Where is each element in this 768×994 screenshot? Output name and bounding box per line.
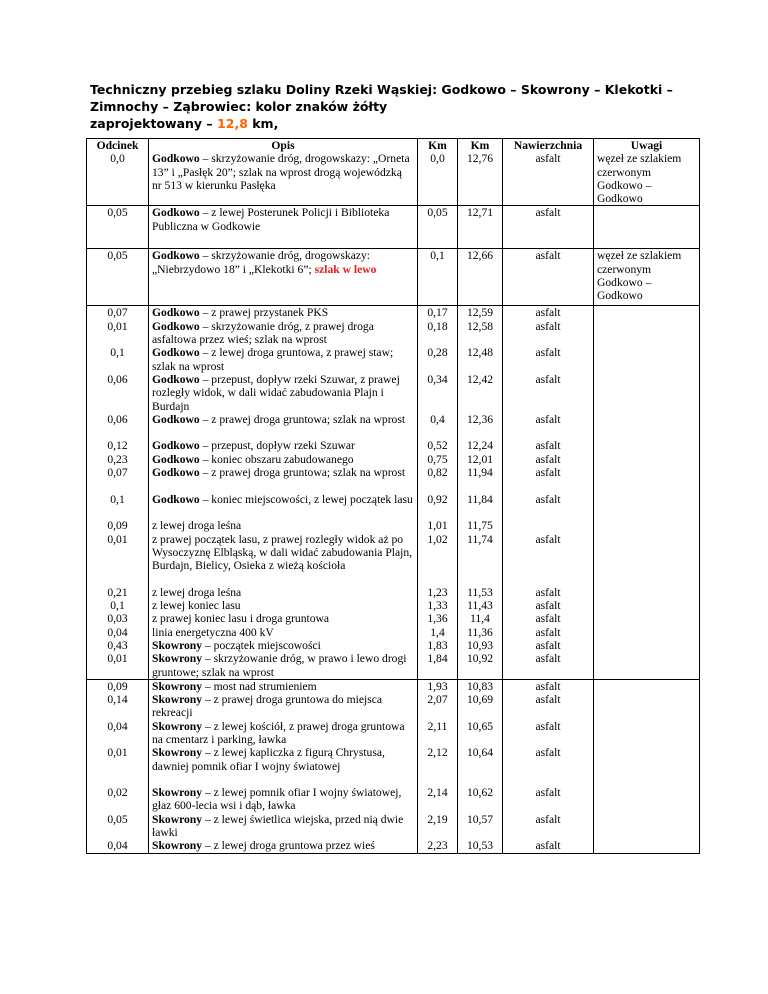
km2-value: 12,48 bbox=[466, 346, 494, 360]
surface-value: asfalt bbox=[535, 439, 561, 453]
km1-cell bbox=[418, 679, 458, 853]
opis-entry bbox=[152, 533, 414, 586]
km1-cell: 0,05 bbox=[418, 206, 458, 249]
opis-text: – koniec obszaru zabudowanego bbox=[199, 452, 354, 466]
place-name: Godkowo bbox=[152, 492, 200, 506]
odcinek-value: 0,05 bbox=[107, 812, 128, 826]
km1-cell bbox=[418, 139, 458, 206]
opis-text: – z lewej droga gruntowa przez wieś bbox=[202, 839, 375, 853]
km1-value: 1,84 bbox=[427, 652, 448, 666]
opis-entry bbox=[152, 586, 414, 599]
place-name: Skowrony bbox=[152, 786, 203, 800]
table-row bbox=[87, 249, 700, 306]
opis-cell bbox=[149, 306, 418, 679]
km2-value: 11,36 bbox=[467, 625, 493, 639]
opis-entry bbox=[152, 599, 414, 612]
surface-value: asfalt bbox=[535, 612, 561, 626]
odcinek-value: 0,1 bbox=[110, 492, 125, 506]
opis-entry bbox=[152, 453, 414, 466]
opis-cell bbox=[149, 249, 418, 306]
odcinek-value: 0,01 bbox=[107, 532, 128, 546]
surface-value: asfalt bbox=[535, 492, 561, 506]
place-name: Godkowo bbox=[152, 439, 200, 453]
opis-text: – przepust, dopływ rzeki Szuwar, z prawej rozległy widok, w dali widać zabudowania Plajn i Burdajn bbox=[152, 372, 400, 413]
odcinek-value: 0,09 bbox=[107, 679, 128, 693]
header-opis: Opis bbox=[271, 139, 295, 152]
place-name: Godkowo bbox=[152, 452, 200, 466]
km2-value: 12,01 bbox=[466, 452, 494, 466]
place-name: Skowrony bbox=[152, 638, 203, 652]
place-name: Godkowo bbox=[152, 466, 200, 480]
opis-entry bbox=[152, 306, 414, 319]
uwagi-cell bbox=[594, 679, 700, 853]
opis-text: – skrzyżowanie dróg, drogowskazy: „Orneta 13” i „Pasłęk 20”; szlak na wprost drogą wojewódzką nr 513 w kierunku Pasłęka bbox=[152, 152, 410, 192]
route-distance: 12,8 bbox=[217, 116, 248, 131]
opis-entry bbox=[152, 720, 414, 747]
uwagi-cell bbox=[594, 206, 700, 249]
opis-entry bbox=[152, 519, 414, 532]
document-title bbox=[90, 81, 710, 132]
km1-value: 2,14 bbox=[427, 786, 448, 800]
opis-text: – z lewej pomnik ofiar I wojny światowej, głaz 600-lecia wsi i dąb, ławka bbox=[152, 786, 402, 813]
opis-text: – koniec miejscowości, z lewej początek lasu bbox=[199, 492, 413, 506]
opis-entry bbox=[152, 786, 414, 813]
surface-value: asfalt bbox=[535, 319, 561, 333]
surface-value: asfalt bbox=[535, 306, 561, 320]
opis-entry bbox=[152, 680, 414, 693]
opis-text: z lewej koniec lasu bbox=[152, 599, 241, 613]
odcinek-value: 0,04 bbox=[107, 625, 128, 639]
km2-value: 10,65 bbox=[466, 719, 494, 733]
km1-value: 2,23 bbox=[427, 839, 448, 853]
km2-value: 10,57 bbox=[466, 812, 494, 826]
km1-value: 0,0 bbox=[430, 152, 445, 166]
surface-value: asfalt bbox=[535, 585, 561, 599]
km2-value: 11,4 bbox=[470, 612, 490, 626]
place-name: Godkowo bbox=[152, 412, 200, 426]
header-km2: Km bbox=[470, 139, 490, 152]
km1-value: 1,36 bbox=[427, 612, 448, 626]
opis-text: – z lewej Posterunek Policji i Biblioteka Publiczna w Godkowie bbox=[152, 206, 390, 233]
odcinek-value: 0,23 bbox=[107, 452, 128, 466]
place-name: Godkowo bbox=[152, 372, 200, 386]
odcinek-value: 0,06 bbox=[107, 372, 128, 386]
km1-cell bbox=[418, 306, 458, 679]
odcinek-value: 0,01 bbox=[107, 746, 128, 760]
surface-value: asfalt bbox=[535, 839, 561, 853]
place-name: Skowrony bbox=[152, 679, 203, 693]
place-name: Godkowo bbox=[152, 249, 200, 263]
opis-cell bbox=[149, 679, 418, 853]
surface-cell: asfalt bbox=[503, 249, 594, 306]
km2-value: 10,64 bbox=[466, 746, 494, 760]
opis-entry bbox=[152, 346, 414, 373]
opis-text: – skrzyżowanie dróg, drogowskazy: „Niebrzydowo 18” i „Klekotki 6”; bbox=[152, 249, 371, 276]
place-name: Godkowo bbox=[152, 152, 200, 166]
surface-value: asfalt bbox=[535, 652, 561, 666]
odcinek-value: 0,04 bbox=[107, 839, 128, 853]
km1-value: 0,17 bbox=[427, 306, 448, 320]
km2-value: 10,92 bbox=[466, 652, 494, 666]
km1-value: 1,83 bbox=[427, 638, 448, 652]
km2-value: 11,74 bbox=[467, 532, 493, 546]
place-name: Godkowo bbox=[152, 306, 200, 320]
km2-value: 11,94 bbox=[467, 466, 493, 480]
opis-text: z prawej koniec lasu i droga gruntowa bbox=[152, 612, 330, 626]
opis-text: – z prawej droga gruntowa do miejsca rekreacji bbox=[152, 693, 383, 720]
odcinek-cell bbox=[87, 306, 149, 679]
km2-value: 11,43 bbox=[467, 599, 493, 613]
km1-value: 2,07 bbox=[427, 693, 448, 707]
table-row bbox=[87, 139, 700, 206]
opis-cell bbox=[149, 139, 418, 206]
surface-cell bbox=[503, 679, 594, 853]
opis-text: – przepust, dopływ rzeki Szuwar bbox=[199, 439, 355, 453]
header-km1: Km bbox=[428, 139, 447, 152]
km2-value: 11,75 bbox=[467, 519, 493, 533]
surface-value bbox=[506, 519, 590, 532]
km1-value: 0,4 bbox=[430, 412, 445, 426]
surface-value: asfalt bbox=[535, 452, 561, 466]
opis-text: – skrzyżowanie dróg, w prawo i lewo drogi gruntowe; szlak na wprost bbox=[152, 652, 407, 679]
surface-value: asfalt bbox=[535, 812, 561, 826]
opis-entry bbox=[152, 493, 414, 520]
km2-value: 12,24 bbox=[466, 439, 494, 453]
surface-value: asfalt bbox=[535, 412, 561, 426]
km1-value: 0,18 bbox=[427, 319, 448, 333]
opis-text: – z lewej kościół, z prawej droga gruntowa na cmentarz i parking, ławka bbox=[152, 719, 405, 746]
odcinek-value: 0,12 bbox=[107, 439, 128, 453]
title-line-1: Techniczny przebieg szlaku Doliny Rzeki Wąskiej: Godkowo – Skowrony – Klekotki – bbox=[90, 82, 673, 97]
header-uwagi: Uwagi bbox=[630, 139, 663, 152]
place-name: Skowrony bbox=[152, 719, 203, 733]
km2-value: 12,76 bbox=[466, 152, 494, 166]
surface-value: asfalt bbox=[535, 372, 561, 386]
odcinek-value: 0,02 bbox=[107, 786, 128, 800]
surface-value: asfalt bbox=[535, 466, 561, 480]
km2-value: 12,42 bbox=[466, 372, 494, 386]
km2-cell: 12,66 bbox=[458, 249, 503, 306]
odcinek-value: 0,0 bbox=[110, 152, 125, 166]
km1-value: 1,02 bbox=[427, 532, 448, 546]
km2-value: 10,93 bbox=[466, 638, 494, 652]
opis-text: z lewej droga leśna bbox=[152, 585, 242, 599]
odcinek-value: 0,01 bbox=[107, 652, 128, 666]
surface-value: asfalt bbox=[535, 719, 561, 733]
title-line-3-after: km, bbox=[247, 116, 279, 131]
surface-value: asfalt bbox=[535, 532, 561, 546]
odcinek-value: 0,21 bbox=[107, 585, 128, 599]
surface-value: asfalt bbox=[535, 786, 561, 800]
uwagi-cell bbox=[594, 139, 700, 206]
opis-entry bbox=[152, 612, 414, 625]
surface-cell bbox=[503, 306, 594, 679]
surface-value: asfalt bbox=[535, 346, 561, 360]
km1-value: 1,01 bbox=[427, 519, 448, 533]
place-name: Skowrony bbox=[152, 746, 203, 760]
km1-value: 0,34 bbox=[427, 372, 448, 386]
km2-value: 12,59 bbox=[466, 306, 494, 320]
surface-cell: asfalt bbox=[503, 206, 594, 249]
odcinek-cell bbox=[87, 679, 149, 853]
place-name: Skowrony bbox=[152, 693, 203, 707]
opis-text: – z lewej świetlica wiejska, przed nią dwie ławki bbox=[152, 812, 404, 840]
km2-cell bbox=[458, 306, 503, 679]
title-line-2: Zimnochy – Ząbrowiec: kolor znaków żółty bbox=[90, 99, 388, 114]
odcinek-value: 0,07 bbox=[107, 306, 128, 320]
opis-entry bbox=[152, 439, 414, 452]
opis-entry bbox=[152, 320, 414, 347]
opis-text: – z prawej droga gruntowa; szlak na wprost bbox=[199, 412, 406, 426]
table-row bbox=[87, 206, 700, 249]
opis-text: – z lewej kapliczka z figurą Chrystusa, dawniej pomnik ofiar I wojny światowej bbox=[152, 746, 385, 773]
km2-value: 10,53 bbox=[466, 839, 494, 853]
opis-text: – skrzyżowanie dróg, z prawej droga asfaltowa przez wieś; szlak na wprost bbox=[152, 319, 374, 347]
km1-cell: 0,1 bbox=[418, 249, 458, 306]
note-value: węzeł ze szlakiem czerwonym Godkowo – Godkowo bbox=[597, 152, 682, 206]
km1-value: 2,19 bbox=[427, 812, 448, 826]
table-row bbox=[87, 306, 700, 679]
place-name: Godkowo bbox=[152, 206, 200, 220]
surface-cell bbox=[503, 139, 594, 206]
odcinek-value: 0,01 bbox=[107, 319, 128, 333]
surface-value: asfalt bbox=[535, 625, 561, 639]
km2-cell bbox=[458, 139, 503, 206]
opis-text: – z prawej droga gruntowa; szlak na wprost bbox=[199, 466, 406, 480]
opis-entry bbox=[152, 626, 414, 639]
opis-entry bbox=[152, 746, 414, 786]
surface-value: asfalt bbox=[535, 638, 561, 652]
opis-entry bbox=[152, 466, 414, 493]
place-name: Godkowo bbox=[152, 346, 200, 360]
header-nawierzchnia: Nawierzchnia bbox=[513, 139, 583, 152]
place-name: Skowrony bbox=[152, 839, 203, 853]
opis-entry bbox=[152, 693, 414, 720]
odcinek-value: 0,06 bbox=[107, 412, 128, 426]
odcinek-value: 0,04 bbox=[107, 719, 128, 733]
odcinek-value: 0,43 bbox=[107, 638, 128, 652]
odcinek-cell: 0,05 bbox=[87, 249, 149, 306]
title-line-3 bbox=[90, 115, 710, 132]
km1-value: 0,75 bbox=[427, 452, 448, 466]
odcinek-cell bbox=[87, 139, 149, 206]
opis-text: – początek miejscowości bbox=[202, 638, 321, 652]
km1-value: 0,52 bbox=[427, 439, 448, 453]
turn-left-note: szlak w lewo bbox=[314, 262, 377, 276]
km1-value: 0,92 bbox=[427, 492, 448, 506]
odcinek-value: 0,07 bbox=[107, 466, 128, 480]
opis-entry bbox=[152, 813, 414, 840]
opis-entry bbox=[152, 652, 414, 679]
km1-value: 1,4 bbox=[430, 625, 445, 639]
opis-text: z lewej droga leśna bbox=[152, 519, 242, 533]
odcinek-cell: 0,05 bbox=[87, 206, 149, 249]
km2-value: 12,58 bbox=[466, 319, 494, 333]
odcinek-value: 0,09 bbox=[107, 519, 128, 533]
opis-text: – z prawej przystanek PKS bbox=[199, 306, 329, 320]
header-odcinek: Odcinek bbox=[96, 139, 139, 152]
surface-value: asfalt bbox=[535, 152, 561, 166]
odcinek-value: 0,03 bbox=[107, 612, 128, 626]
km1-value: 0,28 bbox=[427, 346, 448, 360]
km2-cell: 12,71 bbox=[458, 206, 503, 249]
km2-cell bbox=[458, 679, 503, 853]
km2-value: 10,69 bbox=[466, 693, 494, 707]
opis-text: – z lewej droga gruntowa, z prawej staw; szlak na wprost bbox=[152, 346, 394, 373]
km2-value: 10,83 bbox=[466, 679, 494, 693]
surface-value: asfalt bbox=[535, 693, 561, 707]
km1-value: 1,93 bbox=[427, 679, 448, 693]
place-name: Skowrony bbox=[152, 812, 203, 826]
km2-value: 12,36 bbox=[466, 412, 494, 426]
surface-value: asfalt bbox=[535, 746, 561, 760]
title-line-3-before: zaprojektowany – bbox=[90, 116, 218, 131]
uwagi-cell bbox=[594, 306, 700, 679]
place-name: Skowrony bbox=[152, 652, 203, 666]
table-row bbox=[87, 679, 700, 853]
odcinek-value: 0,1 bbox=[110, 599, 125, 613]
uwagi-cell: węzeł ze szlakiem czerwonym Godkowo – Godkowo bbox=[594, 249, 700, 306]
opis-entry bbox=[152, 413, 414, 440]
surface-value: asfalt bbox=[535, 679, 561, 693]
km1-value: 2,12 bbox=[427, 746, 448, 760]
opis-text: linia energetyczna 400 kV bbox=[152, 625, 274, 639]
opis-text: – most nad strumieniem bbox=[202, 679, 317, 693]
surface-value: asfalt bbox=[535, 599, 561, 613]
opis-cell bbox=[149, 206, 418, 249]
odcinek-value: 0,14 bbox=[107, 693, 128, 707]
route-table bbox=[86, 138, 700, 854]
km1-value: 0,82 bbox=[427, 466, 448, 480]
opis-entry bbox=[152, 839, 414, 852]
km2-value: 11,53 bbox=[467, 585, 493, 599]
opis-entry bbox=[152, 373, 414, 413]
odcinek-value: 0,1 bbox=[110, 346, 125, 360]
opis-text: z prawej początek lasu, z prawej rozległy widok aż po Wysoczyznę Elbląską, w dali widać zabudowania Plajn, Burdajn, Bielicy, Osieka z wieżą kościoła bbox=[152, 532, 413, 573]
km1-value: 1,33 bbox=[427, 599, 448, 613]
km1-value: 1,23 bbox=[427, 585, 448, 599]
km2-value: 10,62 bbox=[466, 786, 494, 800]
place-name: Godkowo bbox=[152, 319, 200, 333]
opis-entry bbox=[152, 639, 414, 652]
km1-value: 2,11 bbox=[427, 719, 448, 733]
km2-value: 11,84 bbox=[467, 492, 493, 506]
